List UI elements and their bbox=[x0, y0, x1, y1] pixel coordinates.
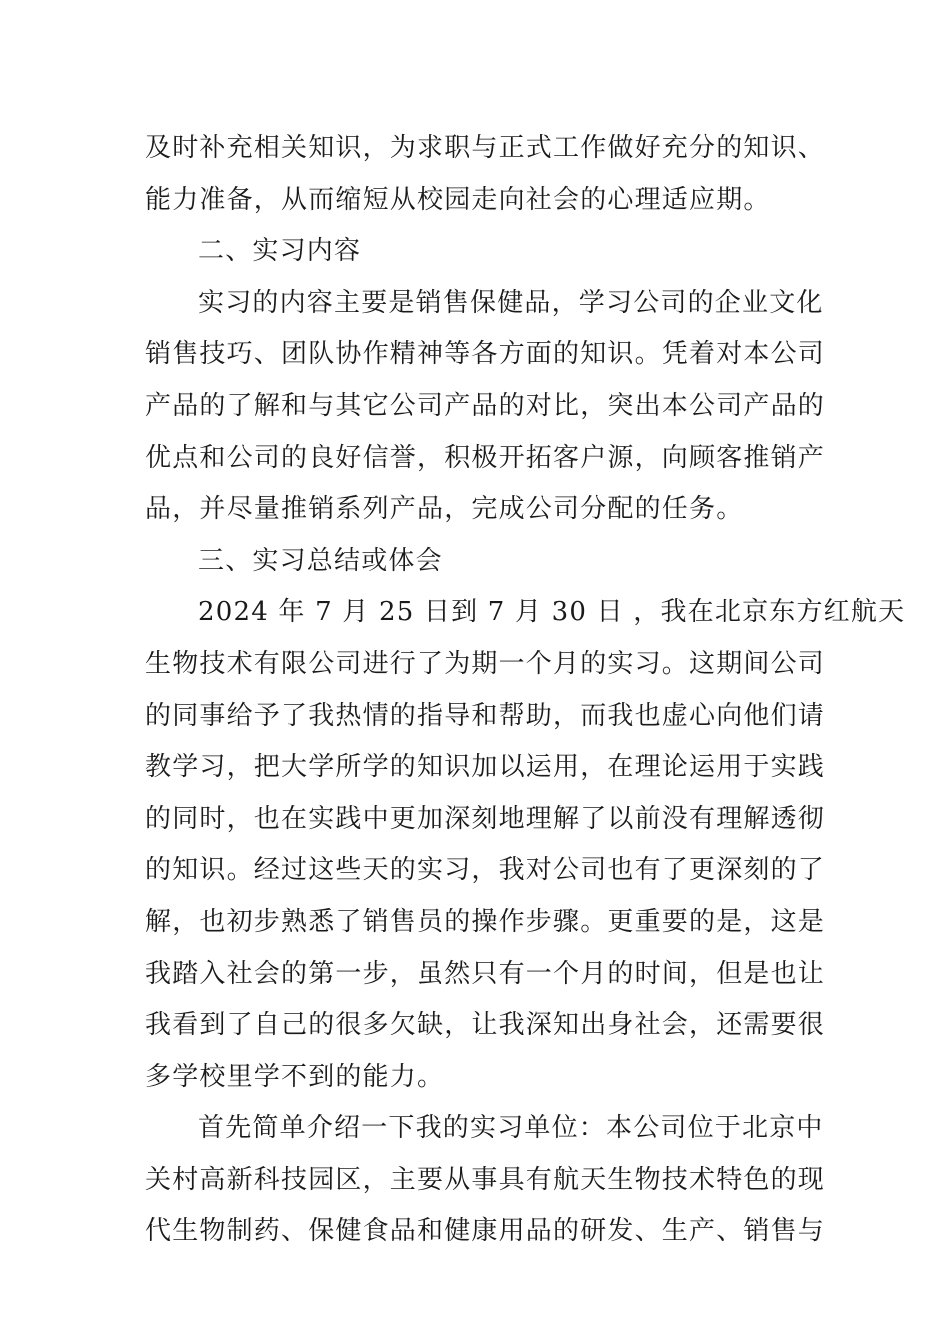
text-line: 实习的内容主要是销售保健品，学习公司的企业文化 bbox=[198, 287, 824, 318]
text-line: 能力准备，从而缩短从校园走向社会的心理适应期。 bbox=[145, 184, 771, 215]
text-line: 教学习，把大学所学的知识加以运用，在理论运用于实践 bbox=[145, 752, 826, 783]
text-line: 代生物制药、保健食品和健康用品的研发、生产、销售与 bbox=[145, 1216, 826, 1247]
section-heading: 三、实习总结或体会 bbox=[198, 545, 443, 576]
text-line: 及时补充相关知识，为求职与正式工作做好充分的知识、 bbox=[145, 133, 826, 163]
section-heading: 二、实习内容 bbox=[198, 236, 362, 267]
text-line: 关村高新科技园区，主要从事具有航天生物技术特色的现 bbox=[145, 1164, 826, 1195]
text-line: 2024 年 7 月 25 日到 7 月 30 日 ，我在北京东方红航天 bbox=[198, 597, 906, 628]
text-line: 产品的了解和与其它公司产品的对比，突出本公司产品的 bbox=[145, 390, 826, 421]
text-line: 销售技巧、团队协作精神等各方面的知识。凭着对本公司 bbox=[145, 339, 826, 370]
text-line: 的同时，也在实践中更加深刻地理解了以前没有理解透彻 bbox=[145, 803, 826, 834]
text-line: 多学校里学不到的能力。 bbox=[145, 1061, 445, 1092]
text-line: 的同事给予了我热情的指导和帮助，而我也虚心向他们请 bbox=[145, 700, 826, 731]
text-line: 首先简单介绍一下我的实习单位：本公司位于北京中 bbox=[198, 1113, 824, 1144]
text-line: 我看到了自己的很多欠缺，让我深知出身社会，还需要很 bbox=[145, 1010, 826, 1041]
text-line: 生物技术有限公司进行了为期一个月的实习。这期间公司 bbox=[145, 648, 826, 679]
document-body bbox=[145, 123, 906, 1258]
text-line: 解，也初步熟悉了销售员的操作步骤。更重要的是，这是 bbox=[145, 906, 826, 937]
text-line: 我踏入社会的第一步，虽然只有一个月的时间，但是也让 bbox=[145, 958, 826, 989]
text-line: 优点和公司的良好信誉，积极开拓客户源，向顾客推销产 bbox=[145, 442, 826, 473]
text-line: 的知识。经过这些天的实习，我对公司也有了更深刻的了 bbox=[145, 855, 826, 886]
text-line: 品，并尽量推销系列产品，完成公司分配的任务。 bbox=[145, 494, 744, 525]
